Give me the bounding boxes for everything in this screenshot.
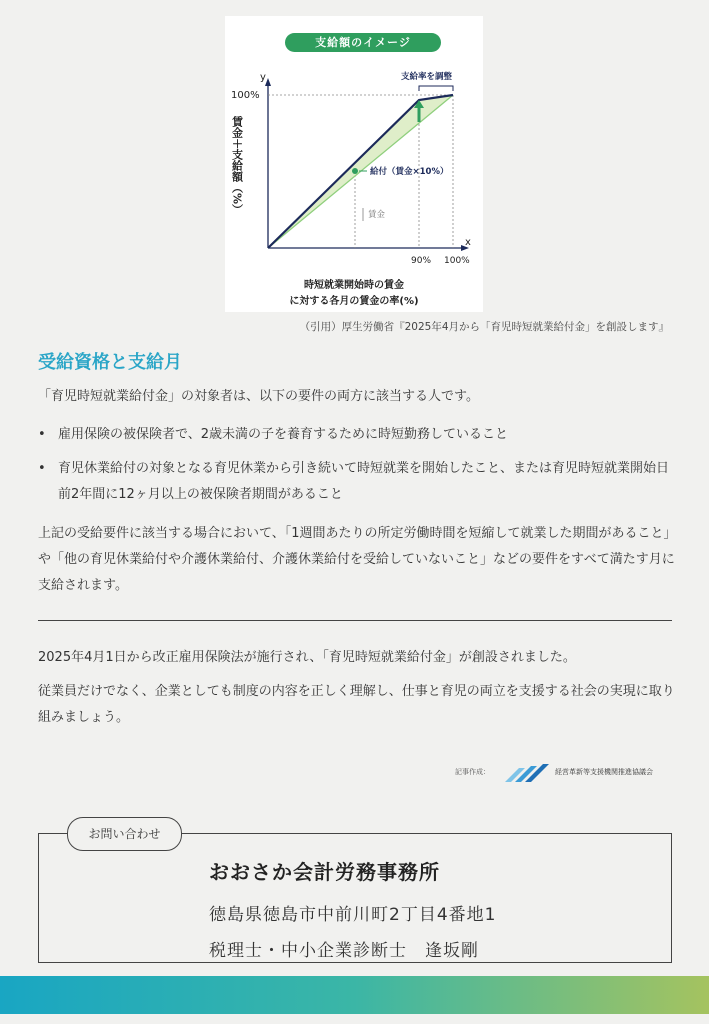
article-credit [455, 760, 685, 784]
annotation-benefit: 給付（賃金×10%） [370, 167, 449, 177]
benefit-image-figure [225, 16, 483, 312]
y-letter: y [260, 72, 266, 83]
adjust-bracket [419, 86, 453, 91]
office-address: 徳島県徳島市中前川町2丁目4番地1 [209, 905, 497, 925]
bullet-marker: • [38, 427, 46, 442]
closing-line-1: 2025年4月1日から改正雇用保険法が施行され、「育児時短就業給付金」が創設されました。 [38, 650, 576, 665]
x-letter: x [465, 237, 471, 248]
intro-paragraph: 「育児時短就業給付金」の対象者は、以下の要件の両方に該当する人です。 [38, 389, 479, 404]
x-tick-90: 90% [411, 256, 432, 266]
conditions-paragraph: 上記の受給要件に該当する場合において、「1週間あたりの所定労働時間を短縮して就業した期間があること」や「他の育児休業給付や介護休業給付、介護休業給付を受給していないこと」などの要件をすべて満たす月に支給されます。 [38, 526, 677, 593]
council-logo-icon [505, 762, 551, 782]
office-name: おおさか会計労務事務所 [209, 860, 440, 884]
contact-tag: お問い合わせ [67, 817, 182, 851]
benefit-chart [225, 16, 483, 312]
benefit-marker [352, 168, 358, 174]
credit-label: 記事作成： [455, 768, 490, 776]
x-axis-label-2: に対する各月の賃金の率(%) [289, 296, 419, 307]
y-tick-100: 100% [231, 90, 260, 101]
list-item [38, 456, 678, 508]
annotation-wage: 賃金 [368, 210, 386, 220]
y-axis-label: 賃金＋支給額（%） [230, 116, 244, 216]
requirement-text: 育児休業給付の対象となる育児休業から引き続いて時短就業を開始したこと、または育児時短就業開始日前2年間に12ヶ月以上の被保険者期間があること [58, 461, 670, 502]
section-heading: 受給資格と支給月 [38, 352, 182, 373]
x-axis-label-1: 時短就業開始時の賃金 [304, 280, 404, 291]
footer-gradient-band [0, 976, 709, 1014]
divider [38, 620, 672, 621]
requirement-text: 雇用保険の被保険者で、2歳未満の子を養育するために時短勤務していること [58, 427, 509, 442]
requirements-list [38, 422, 678, 516]
closing-line-2: 従業員だけでなく、企業としても制度の内容を正しく理解し、仕事と育児の両立を支援する社会の実現に取り組みましょう。 [38, 684, 675, 725]
list-item [38, 422, 678, 448]
x-tick-100: 100% [444, 256, 470, 266]
figure-title: 支給額のイメージ [285, 33, 441, 52]
source-note: （引用）厚生労働省『2025年4月から「育児時短就業給付金」を創設します』 [299, 321, 669, 333]
office-person: 税理士・中小企業診断士 逢坂剛 [209, 941, 479, 961]
credit-organization: 経営革新等支援機関推進協議会 [555, 768, 653, 776]
annotation-adjust: 支給率を調整 [401, 72, 453, 82]
bullet-marker: • [38, 461, 46, 476]
